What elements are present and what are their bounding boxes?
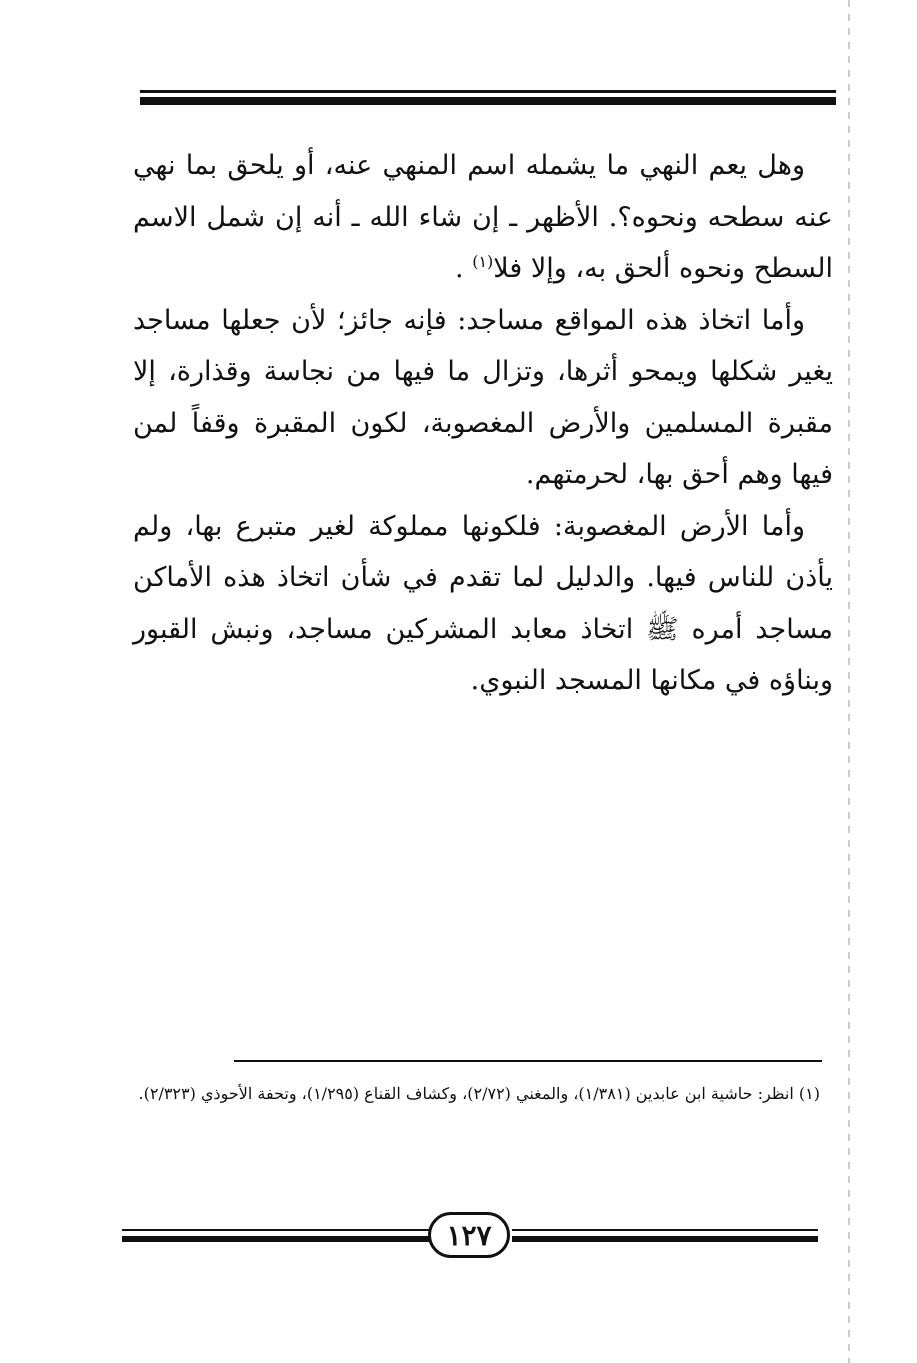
page-number-frame: [428, 1212, 510, 1258]
header-rule-thin: [140, 90, 836, 93]
paragraph-1-end: .: [455, 253, 464, 284]
paragraph-1-text: وهل يعم النهي ما يشمله اسم المنهي عنه، أو يلحق بما نهي عنه سطحه ونحوه؟. الأظهر ـ إن شاء الله ـ أنه إن شمل الاسم السطح ونحوه ألحق به، وإلا فلا: [133, 150, 833, 284]
footer-rule-left-thin: [122, 1229, 430, 1231]
footnote-reference[interactable]: (١): [472, 252, 494, 271]
scan-edge-marks: [848, 0, 850, 1363]
footer-rule-right-thick: [512, 1236, 818, 1242]
footnote-1: (١) انظر: حاشية ابن عابدين (١/٣٨١)، والمغني (٢/٧٢)، وكشاف القناع (١/٢٩٥)، وتحفة الأحوذي (٢/٣٢٣).: [138, 1084, 820, 1103]
footnotes: [128, 1077, 820, 1110]
main-text: [133, 140, 833, 707]
paragraph-3: وأما الأرض المغصوبة: فلكونها مملوكة لغير متبرع بها، ولم يأذن للناس فيها. والدليل لما تقدم في شأن اتخاذ هذه الأماكن مساجد أمره ﷺ اتخاذ معابد المشركين مساجد، ونبش القبور وبناؤه في مكانها المسجد النبوي.: [133, 510, 833, 696]
paragraph-2: وأما اتخاذ هذه المواقع مساجد: فإنه جائز؛ لأن جعلها مساجد يغير شكلها ويمحو أثرها، وتزال ما فيها من نجاسة وقذارة، إلا مقبرة المسلمين والأرض المغصوبة، لكون المقبرة وقفاً لمن فيها وهم أحق بها، لحرمتهم.: [133, 304, 833, 490]
header-rule-thick: [140, 97, 836, 105]
paragraph-1: [133, 140, 833, 295]
footnote-separator: [234, 1060, 822, 1062]
page-number: ١٢٧: [446, 1218, 492, 1252]
footer-rule-left-thick: [122, 1236, 430, 1242]
footer-rule-right-thin: [512, 1229, 818, 1231]
